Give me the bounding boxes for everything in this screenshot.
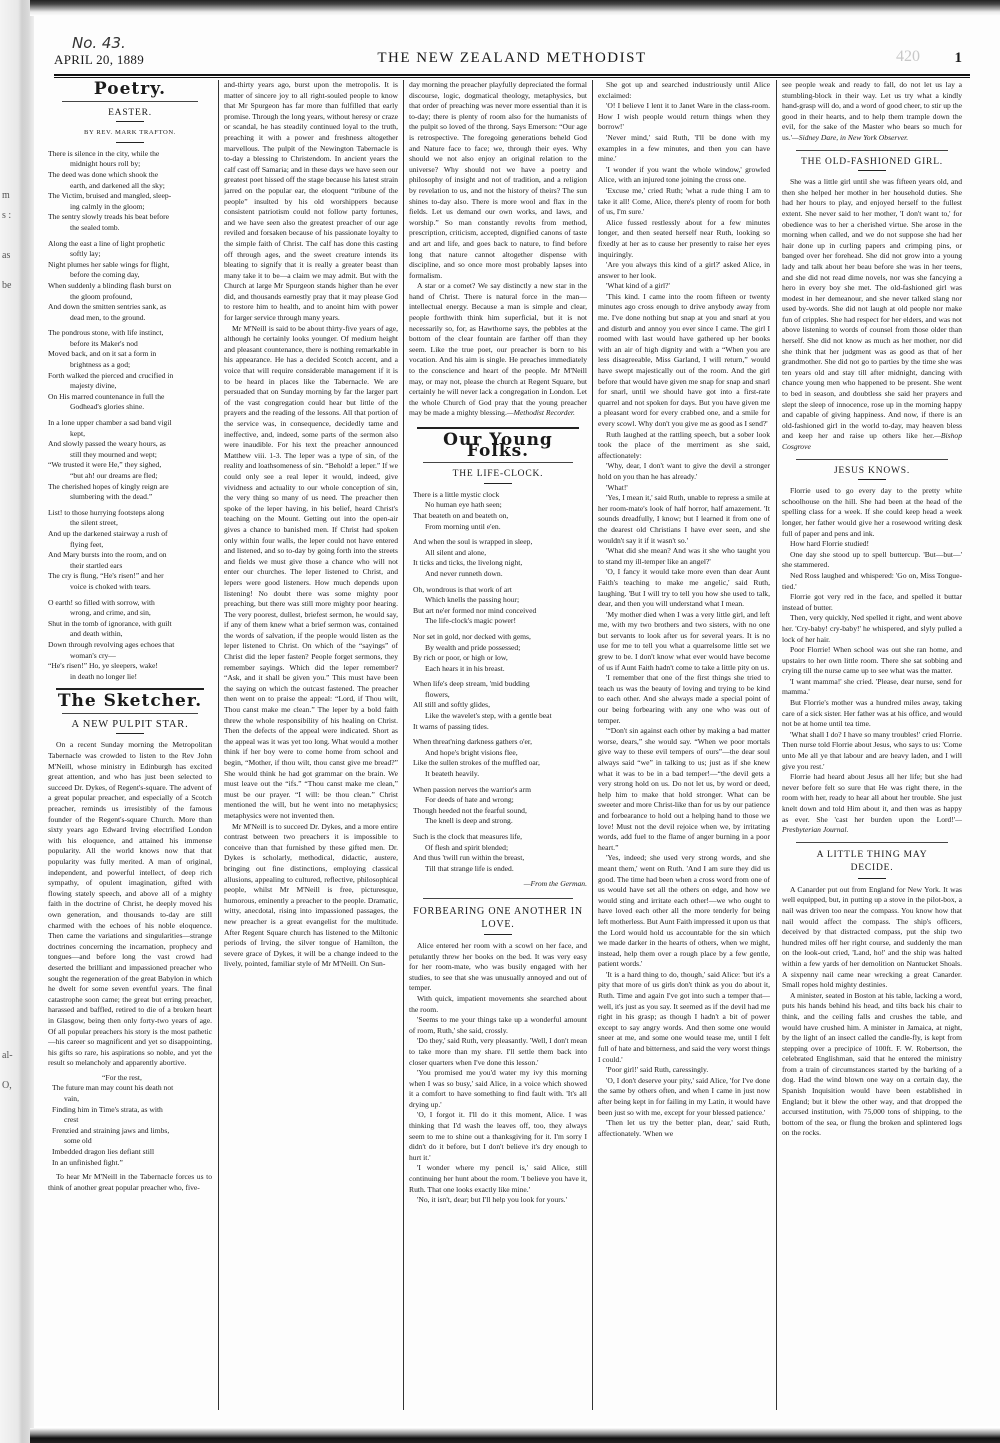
binding-ghost-text: m <box>2 190 10 201</box>
paragraph-text: Poor Florrie! When school was out she ran home, and upstairs to her own little room. There she sat sobbing and crying till the nurse came up to see what was the matter. <box>782 645 962 676</box>
article-paragraph <box>782 539 962 550</box>
poem-line: Oh, wondrous is that work of art <box>413 584 512 594</box>
binding-ghost-text: al- <box>2 1050 13 1061</box>
poem-line: still they mourned and wept; <box>70 449 157 459</box>
article-paragraph <box>782 677 962 698</box>
story-paragraph: 'It is a hard thing to do, though,' said Alice: 'but it's a pity that more of us girls don't think as you do about it, Ruth. Time and again I've got into such a temper that—well, it's just as you say. It seemed as if the devil had me right in his grasp; as though I hadn't a bit of power except to say angry words. And then some one would sneer at me, and some one would tease me, until I felt full of hate and bitterness, and said the very worst things I could.' <box>598 969 770 1064</box>
divider <box>417 427 579 429</box>
article-title: JESUS KNOWS. <box>833 465 911 476</box>
column-divider <box>218 80 219 1410</box>
article-paragraph: day morning the preacher playfully depreciated the formal discourse, logic, dogmatical theology, metaphysics, but that order of preaching was never more essential than it is to-day; there is plenty of room also for the humanists of the pulpit so loved of the throng. Says Emerson: “Our age is retrospective. The foregoing generations beheld God and Nature face to face; we, through their eyes. Why should we not also enjoy an original relation to the universe? Why should not we have a poetry and philosophy of insight and not of tradition, and a religion by revelation to us, and not the history of theirs? The sun shines to-day also. There is more wool and flax in the fields. Let us demand our own works, and laws, and worship.” So man constantly revolts from method, prescription, criticism, accepted, dignified canons of taste and art and life, and goes back to nature, to find before long that nature cannot altogether dispense with discipline, and so once more most probably lapses into formalism. <box>409 80 587 280</box>
poem-line: Night plumes her sable wings for flight, <box>48 259 170 269</box>
poem-stanza <box>48 328 212 413</box>
poem-stanza <box>413 585 587 627</box>
poem-line: voice is choked with tears. <box>70 581 151 591</box>
poem-line: O earth! so filled with sorrow, with <box>48 597 155 607</box>
story-paragraph: Alice entered her room with a scowl on her face, and petulantly threw her books on the bed. It was very easy for her room-mate, who was busily engaged with her studies, to see that she was unusually annoyed and out of temper. <box>409 940 587 993</box>
poem-line: When suddenly a blinding flash burst on <box>48 280 172 290</box>
article-title: A NEW PULPIT STAR. <box>71 718 189 730</box>
article-credit: —Sidney Dare, in New York Observer. <box>792 132 909 142</box>
paragraph-text: One day she stood up to spell buttercup. 'But—but—' she stammered. <box>782 549 962 570</box>
story-paragraph: With quick, impatient movements she searched about the room. <box>409 993 587 1014</box>
poem-stanza <box>413 537 587 579</box>
poem-line: And Mary bursts into the room, and on <box>48 550 167 560</box>
column-2 <box>224 80 398 1410</box>
article-credit: —Presbyterian Journal. <box>782 814 962 835</box>
poem-stanza <box>48 149 212 234</box>
quote-line: crest <box>64 1115 79 1125</box>
poem-stanza <box>413 490 587 532</box>
poem-stanza <box>413 785 587 827</box>
divider <box>423 462 573 463</box>
article-paragraph: To hear Mr M'Neill in the Tabernacle forces us to think of another great popular preacher who, five- <box>48 1172 212 1192</box>
story-body <box>409 941 587 1206</box>
poem-line: Though heeded not the fearful sound, <box>413 805 527 815</box>
story-paragraph: 'Do they,' said Ruth, very pleasantly. 'Well, I don't mean to take more than my share. I'll settle them back into closer quarters when I've done this lesson.' <box>409 1036 587 1067</box>
poem-line: And slowly passed the weary hours, as <box>48 439 166 449</box>
article-paragraph <box>782 730 962 772</box>
article-paragraph: A minister, seated in Boston at his table, lacking a word, puts his hands behind his head, and tilts back his chair to think, and the ceiling falls and crushes the table, and would have crushed him. A minister in Jamaica, at night, by the light of an insect called the candle-fly, is kept from stepping over a precipice of 100ft. F. W. Robertson, the celebrated Englishman, said that he entered the ministry from a train of circumstances started by the barking of a dog. Had the wind blown one way on a certain day, the Spanish Inquisition would have been established in England; but it blew the other way, and that dropped the accursed institution, with 75,000 tons of shipping, to the bottom of the sea, or flung the broken and splintered logs on the rocks. <box>782 990 962 1138</box>
poem-stanza <box>48 418 212 503</box>
poem-stanza <box>413 679 587 732</box>
poem-line: Moved back, and on it sat a form in <box>48 349 157 359</box>
poem-line: Such is the clock that measures life, <box>413 832 523 841</box>
masthead-rule <box>54 74 970 78</box>
column-5 <box>782 80 962 1410</box>
article-body <box>782 486 962 836</box>
column-divider <box>403 80 404 1410</box>
newspaper-title: THE NEW ZEALAND METHODIST <box>377 50 647 66</box>
divider <box>423 898 573 899</box>
poem-line: Along the east a line of light prophetic <box>48 238 166 248</box>
poem-line: By rich or poor, or high or low, <box>413 653 508 663</box>
poem-line: The knell is deep and strong. <box>425 816 513 826</box>
quote-line: In an unfinished fight.” <box>52 1157 123 1167</box>
divider <box>62 713 198 714</box>
story-paragraph: 'Yes, indeed; she used very strong words, and she meant them,' went on Ruth. 'And I am sure they did us good. The time had been when a cross word from one of us would have set all the others on edge, and how we would sting and irritate each other!—we who ought to have loved each other all the more tenderly for being left motherless. But Aunt Faith impressed it upon us that the Lord would hold us accountable for the sin which we made darker in the hearts of others, when we might, instead, help them over a rough place by a few gentle, patient words.' <box>598 853 770 969</box>
poem-credit: —From the German. <box>523 879 587 889</box>
poem-line: Which knells the passing hour; <box>425 595 520 605</box>
poem-line: The cry is flung, “He's risen!” and her <box>48 571 164 581</box>
paragraph-text: How hard Florrie studied! <box>790 539 870 549</box>
poem-line: When passion nerves the warrior's arm <box>413 784 531 794</box>
poem-line: And when the soul is wrapped in sleep, <box>413 537 533 547</box>
story-title: FORBEARING ONE ANOTHER IN LOVE. <box>413 905 583 930</box>
section-heading-sketcher: The Sketcher. <box>57 691 203 712</box>
poem-line: “but ah! our dreams are fled; <box>70 471 158 480</box>
divider <box>116 121 144 122</box>
binding-ghost-text: O, <box>2 1080 12 1091</box>
column-1 <box>48 80 212 1410</box>
column-3 <box>409 80 587 1410</box>
poem-line: in death no longer lie! <box>70 671 138 681</box>
story-paragraph: 'Poor girl!' said Ruth, caressingly. <box>606 1065 709 1075</box>
story-paragraph: 'O, I fancy it would take more even than dear Aunt Faith's teaching to make me angelic,' said Ruth, laughing. 'But I will try to tell you how she used to talk, dear, and then you will understand what I mean. <box>598 567 770 609</box>
article-paragraph: On a recent Sunday morning the Metropolitan Tabernacle was crowded to listen to the Rev John M'Neill, whose ministry in Edinburgh has excited great attention, and who has just been selected to succeed Dr. Dykes, of Regent's-square. The advent of a great popular preacher, and especially of a Scotch preacher, reminds us irresistibly of the famous founder of the Regent's-square Church. More than sixty years ago Edward Irving electrified London with his eloquence, and attained his immense popularity. All the world knows now that that popularity was fully merited. A man of original, independent, and powerful intellect, of deep rich sympathy, of opulent imagination, gifted with flowing stately speech, and above all of a mighty faith in the doctrine of Christ, he deeply moved his own generation, and thousands to-day are still charmed with the echoes of his noble eloquence. Then came the variations and singularities—strange doctrines concerning the incarnation, prophecy and tongues—and before long the vast crowd had deserted the brilliant and impassioned preacher who sought the regeneration of the great Babylon in which he dwelt for some seven eventful years. The final catastrophe soon came; the great but erring preacher, harassed and baffled, retired to die of a broken heart in Glasgow, being then only forty-two years of age. Of all popular preachers his story is the most pathetic—his career so magnificent and yet so disappointing, his gifts so rare, his aspirations so noble, and yet the result so melancholy and apparently abortive. <box>48 740 212 1068</box>
poem-stanza <box>413 832 587 874</box>
divider <box>116 733 144 734</box>
poem-stanza <box>48 239 212 324</box>
divider <box>484 483 512 484</box>
binding-ghost-text: as <box>2 250 11 261</box>
poem-line: List! to those hurrying footsteps along <box>48 507 165 517</box>
poem-line: kept, <box>70 428 85 438</box>
poem-line: The cherished hopes of kingly reign are <box>48 481 169 491</box>
poem-line: Like the wavelet's step, with a gentle beat <box>425 711 552 721</box>
paragraph-text: Then, very quickly, Ned spelled it right, and went above her. 'Cry-baby! cry-baby!' he whispered, and slyly pulled a lock of her hair. <box>782 613 962 644</box>
scan-bottom-edge <box>30 1428 1000 1443</box>
story-paragraph: 'O, I forgot it. I'll do it this moment, Alice. I was thinking that I'd wash the leaves off, too, they always seem to me to shine out a thanksgiving for it. I'm sorry I didn't do it before, but I don't believe it's dry enough to hurt it.' <box>409 1110 587 1162</box>
life-clock-poem <box>409 490 587 875</box>
article-paragraph <box>409 281 587 419</box>
poem-line: And up the darkened stairway a rush of <box>48 528 168 538</box>
poem-line: Godhead's glories shine. <box>70 402 145 412</box>
paragraph-text: She was a little girl until she was fifteen years old, and then she helped her mother in her household duties. She had her hours to play, and enjoyed herself to the fullest extent. She never said to her mother, 'I don't want to,' for obedience was to her a cherished virtue. She arose in the morning when called, and we do not suppose she had her hair done up in curling papers and crimping pins, or banged over her forehead. She did not grow into a young lady and talk about her beau before she was in her teens, and she did not read dime novels, nor was she fancying a hero in every boy she met. The old-fashioned girl was modest in her demeanour, and she never talked slang nor used by-words. She did not laugh at old people nor make fun of cripples. She had respect for her elders, and was not above listening to words of counsel from those older than herself. She did not know as much as her mother, nor did she think that her judgment was as good as that of her grandmother. She did not go to parties by the time she was ten years old and stay till after midnight, dancing with chance young men who happened to be present. She went to bed in season, and doubtless she said her prayers and slept the sleep of innocence, rose up in the morning happy and capable of giving happiness. And now, if there is an old-fashioned girl in the world to-day, may heaven bless and keep her and raise up others like her. <box>782 177 962 441</box>
poem-line: In a lone upper chamber a sad band vigil <box>48 418 172 428</box>
page-number: 1 <box>954 50 962 66</box>
story-paragraph: 'What!' <box>606 482 628 492</box>
article-paragraph <box>782 177 962 452</box>
poem-line: Till that strange life is ended. <box>425 863 514 873</box>
poem-line: Like the sullen strokes of the muffled oar, <box>413 758 540 768</box>
divider <box>484 934 512 935</box>
column-4 <box>598 80 770 1410</box>
column-divider <box>776 80 777 1410</box>
story-paragraph: She got up and searched industriously until Alice exclaimed: <box>598 80 770 100</box>
article-title: A LITTLE THING MAY DECIDE. <box>816 849 928 873</box>
binding-ghost-text: s : <box>2 210 12 221</box>
divider <box>116 142 144 143</box>
poem-line: It beateth heavily. <box>425 769 480 779</box>
story-paragraph: 'What kind of a girl?' <box>606 281 670 291</box>
handwritten-issue-note: No. 43. <box>72 34 126 52</box>
story-paragraph: 'I remember that one of the first things she tried to teach us was the beauty of loving and trying to be kind to each other. And she always made a special point of our being forbearing with any one who was out of temper. <box>598 673 770 725</box>
story-paragraph: 'Seems to me your things take up a wonderful amount of room, Ruth,' she said, crossly. <box>409 1015 587 1035</box>
poem-line: the gloom profound, <box>70 291 133 301</box>
poem-line: the silent street, <box>70 518 118 528</box>
article-paragraph: Mr M'Neill is to succeed Dr. Dykes, and a more entire contrast between two preachers it is impossible to conceive than that furnished by these gifted men. Dr. Dykes is scholarly, methodical, didactic, austere, bringing out fine distinctions, employing classical allusions, appealing to cultured, reflective, philosophical people, whilst Mr M'Neill is free, picturesque, humorous, eminently a preacher to the people. Dramatic, witty, anecdotal, rising into impassioned passages, the new preacher is a great evangelist for the multitude. After Regent Square church has listened to the Miltonic periods of Irving, the silver tongue of Hamilton, the severe grace of Dykes, it will be a change indeed to the lively, pointed, familiar style of Mr M'Neill. On Sun- <box>224 821 398 969</box>
poem-line: woman's cry— <box>70 650 116 660</box>
paragraph-text: But Florrie's mother was a hundred miles away, taking care of a sick sister. Her father was at his office, and would not be at home until tea time. <box>782 698 962 729</box>
poem-line: “We trusted it were He,” they sighed, <box>48 460 162 470</box>
poem-line: earth, and darkened all the sky; <box>70 180 165 190</box>
story-paragraph: '“Don't sin against each other by making a bad matter worse, dears,” she would say. “When we poor mortals give way to these evil tempers of ours”—the dear soul always said “we” in talking to us; just as if she knew what it was to be in a bad temper!—“the devil gets a very strong hold on us. Do not let us, by word or deed, help him to make that hold stronger. What can be sweeter and more Christ-like than for us by our patience and forbearance to hold out a helping hand to those we love! Must not the devil rejoice when we, by irritating words, add fuel to the flame of anger burning in a poor heart.” <box>598 726 770 852</box>
poem-line: Nor set in gold, nor decked with gems, <box>413 631 531 641</box>
scan-top-edge <box>30 0 1000 16</box>
article-paragraph: Mr M'Neill is said to be about thirty-five years of age, although he certainly looks younger. Of medium height and pleasant countenance, there is nothing remarkable in his appearance. He has a decided Scotch accent, and a voice that will require considerable management if it is to be heard in places like the Tabernacle. We are persuaded that on Sunday morning by far the larger part of the vast congregation could hear but little of the prayers and the reading of the lessons. All that portion of the service was, in consequence, decidedly tame and ineffective, and, indeed, some parts of the sermon also were inaudible. For his text the preacher announced Matthew viii. 1-3. The leper was a type of sin, of the reality and loathsomeness of sin. “Behold! a leper.” If we could only see a real leper it would, indeed, give vividness and actuality to our whole conception of sin, the very thing so many of us need. The preacher then spoke of the leper having, in his belief, heard Christ's teaching on the Mount. Getting out into the open-air gives a chance to banished men. If Christ had spoken only within four walls, the leper could not have entered and listened, and so to-day by going forth into the streets and fields we must give those a chance who will not enter our churches. The leper listened to Christ, and lepers were good listeners. How much depends upon listening! No doubt there was some mighty poor preaching, but there was still more mighty poor hearing. The very poorest, dullest, briefest sermon, he would say, if any of them knew what a brief sermon was, contained the words of salvation, if the people would listen as the leper listened to Christ. On which of the “sayings” of Christ did the leper fasten? People forget sermons, they remember sayings. Which did the leper remember? “Ask, and it shall be given you.” This must have been the saying on which the outcast fastened. The preacher then went on to praise the appeal: “Lord, if Thou wilt, Thou canst make me clean.” The leper by a bold faith threw the whole responsibility of his healing on Christ. Then the defects of the appeal were indicated. Short as the appeal was it was yet too long. What would a mother think if her boy were to come home from school and begin, “Mother, if thou wilt, thou canst give me bread?” She would think he had got grammar on the brain. We must leave out the “ifs.” “Thou canst make me clean,” must be our prayer. “I will: be thou clean.” Christ mentioned the will, but he went into no metaphysics; metaphysics were not invented then. <box>224 323 398 820</box>
section-heading-young-folks: Our Young Folks. <box>443 430 553 461</box>
poem-line: And hope's bright visions flee, <box>425 747 518 757</box>
poem-line: The sentry slowly treads his beat before <box>48 212 170 222</box>
poem-title: EASTER. <box>108 107 152 118</box>
divider <box>858 479 886 480</box>
quote-line: vain, <box>64 1094 79 1104</box>
quote-line: “For the rest, <box>102 1072 142 1082</box>
poem-line: And thus 'twill run within the breast, <box>413 853 525 863</box>
column-divider <box>592 80 593 1410</box>
quote-line: Finding him in Time's strata, as with <box>52 1104 163 1114</box>
poem-line: flying feet, <box>70 539 104 549</box>
story-paragraph: 'Are you always this kind of a girl?' asked Alice, in answer to her look. <box>598 260 770 280</box>
article-paragraph <box>782 645 962 677</box>
poem-line: For deeds of hate and wrong; <box>425 795 514 805</box>
poem-line: But art ne'er formed nor mind conceived <box>413 605 537 615</box>
poem-line: dead men, to the ground. <box>70 312 146 322</box>
poem-line: When life's deep stream, 'mid budding <box>413 679 530 689</box>
poem-line: the sealed tomb. <box>70 222 120 232</box>
poem-line: That beateth on and beateth on, <box>413 510 509 520</box>
story-paragraph: 'I wonder where my pencil is,' said Alice, still continuing her hunt about the room. 'I believe you have it, Ruth. That one looks exactly like mine.' <box>409 1163 587 1194</box>
quote-line: Frenzied and straining jaws and limbs, <box>52 1125 170 1135</box>
poem-line: And never runneth down. <box>425 568 503 578</box>
poem-line: brightness as a god; <box>70 360 131 370</box>
poem-byline: BY REV. MARK TRAFTON. <box>83 129 177 137</box>
page-binding-edge <box>0 0 34 1443</box>
story-paragraph: 'I wonder if you want the whole window,' growled Alice, with an injured tone joining the cross one. <box>598 164 770 185</box>
poem-line: There is a little mystic clock <box>413 489 500 499</box>
paragraph-text: Florrie got very red in the face, and spelled it buttar instead of butter. <box>782 592 962 612</box>
story-paragraph: 'No, it isn't, dear; but I'll help you look for yours.' <box>417 1195 567 1205</box>
poem-line: By wealth and pride possessed; <box>425 642 521 652</box>
quote-line: some old <box>64 1136 92 1146</box>
poem-line: before the coming day, <box>70 270 140 280</box>
poem-line: The deed was done which shook the <box>48 169 159 179</box>
poem-line: The life-clock's magic power! <box>425 616 516 626</box>
paragraph-text: Florrie used to go every day to the pretty white schoolhouse on the hill. She had been at the head of the spelling class for a week. If she could keep head a week longer, her father would give her a rosewood writing desk full of paper and pens and ink. <box>782 486 962 538</box>
divider <box>858 170 886 171</box>
article-paragraph: A Canarder put out from England for New York. It was well equipped, but, in putting up a stove in the pilot-box, a nail was driven too near the compass. You know how that nail would affect the compass. The ship's officers, deceived by that distracted compass, put the ship two hundred miles off her right course, and suddenly the man on the look-out cried, 'Land, ho!' and the ship was halted within a few yards of her demolition on Nantucket Shoals. A sixpenny nail came near wrecking a great Canarder. Small ropes hold mighty destinies. <box>782 884 962 990</box>
article-paragraph <box>782 613 962 645</box>
story-paragraph: 'O, I don't deserve your pity,' said Alice, 'for I've done the same by others often, and when I came in just now after being kept in for failing in my Latin, it would have been just so with me, except for your blessed patience.' <box>598 1075 770 1117</box>
article-paragraph <box>782 698 962 730</box>
poem-line: midnight hours roll by; <box>70 159 141 169</box>
archive-stamp: 420 <box>896 48 920 65</box>
story-continued <box>598 80 770 1139</box>
divider <box>62 101 198 102</box>
paragraph-text: A star or a comet? We say distinctly a new star in the hand of Christ. There is natural force in the man—intellectual energy. Because a man is simple and clear, people forthwith think him superficial, but it is not necessarily so, for, as Hawthorne says, the pebbles at the bottom of the clear fountain are farther off than they seem. Like the true poet, our preacher is born to his vocation. And his aim is single. He preaches immediately to the conscience and heart of the people. Mr M'Neill may, or may not, please the church at Regent Square, but certainly he will never lack a congregation in London. Let the whole Church of God pray that the young preacher may be made a mighty blessing. <box>409 281 587 418</box>
poem-line: wrong, and crime, and sin, <box>70 608 151 618</box>
poem-line: All silent and alone, <box>425 547 487 557</box>
poem-line: Down through revolving ages echoes that <box>48 639 175 649</box>
article-credit: —Methodist Recorder. <box>506 408 575 418</box>
story-paragraph: 'Yes, I mean it,' said Ruth, unable to repress a smile at her room-mate's look of half horror, half amazement. 'It sounds dreadfully, I know; but I learned it from one of the dearest old Christians I have ever seen, and she wouldn't say it if it wasn't so.' <box>598 493 770 545</box>
poem-line: ing calmly in the gloom; <box>70 201 145 211</box>
section-heading-poetry: Poetry. <box>93 80 167 99</box>
issue-date: APRIL 20, 1889 <box>54 52 145 67</box>
story-paragraph: 'What did she mean? And was it she who taught you to stand my ill-temper like an angel?' <box>598 546 770 566</box>
poem-line: The Victim, bruised and mangled, sleep- <box>48 191 172 201</box>
paragraph-text: Ned Ross laughed and whispered: 'Go on, Miss Tongue-tied.' <box>782 570 962 591</box>
poem-line: softly lay; <box>70 249 101 259</box>
poem-line: There is silence in the city, while the <box>48 148 160 158</box>
divider <box>796 150 948 151</box>
poem-line: From morning until e'en. <box>425 521 501 531</box>
poem-line: On His marred countenance in full the <box>48 391 165 401</box>
story-paragraph: 'This kind. I came into the room fifteen or twenty minutes ago cross enough to drive anybody away from me. I've done nothing but snap at you and snarl at you and disturb and annoy you ever since I came. The girl I roomed with last would have gathered up her books with an air of high dignity and with a “When you are less disagreeable, Miss Garland, I will return,” would have swept majestically out of the room. And the girl before that would have given me snap for snap and snarl for snarl, until we should have got into a first-rate quarrel and not spoken for days. But you have given me a pleasant word for every crabbed one, and a smile for every scowl. Why don't you give me as good as I send?' <box>598 291 770 428</box>
story-paragraph: 'My mother died when I was a very little girl, and left me, with my two brothers and two sisters, with no one but servants to look after us for several years. It is no use for me to tell you what a quarrelsome little set we grew to be. I don't know what ever would have become of us if Aunt Faith hadn't come to take a little pity on us. <box>598 609 770 672</box>
poem-line: majesty divine, <box>70 381 117 391</box>
quote-line: Imbedded dragon lies defiant still <box>52 1147 155 1157</box>
story-paragraph: 'Then let us try the better plan, dear,' said Ruth, affectionately. 'When we <box>598 1118 770 1138</box>
binding-ghost-text: be <box>2 280 12 291</box>
poem-line: And down the smitten sentries sank, as <box>48 302 167 312</box>
poem-line: “He's risen!” Ho, ye sleepers, wake! <box>48 661 158 671</box>
paragraph-text: Florrie had heard about Jesus all her life; but she had never before felt so sure that He was right there, in the room with her, ready to hear all about her trouble. She just knelt down and told Him about it, and then was as happy as ever. She 'cast her burden upon the Lord!' <box>782 772 962 824</box>
story-paragraph: 'Why, dear, I don't want to give the devil a stronger hold on you than he has already.' <box>598 461 770 481</box>
poem-stanza <box>413 632 587 674</box>
divider <box>796 459 948 460</box>
poem-line: Forth walked the pierced and crucified in <box>48 370 174 380</box>
quote-line: The future man may count his death not <box>52 1083 174 1093</box>
story-paragraph: Ruth laughed at the rattling speech, but a sober look took the place of the merriment as she said, affectionately: <box>598 429 770 460</box>
poem-stanza <box>48 508 212 593</box>
paragraph-text: 'What shall I do? I have so many troubles!' cried Florrie. Then nurse told Florrie about Jesus, who says to us: 'Come unto Me all ye that labour and are heavy laden, and I will give you rest.' <box>782 729 962 771</box>
poem-line: before its Maker's nod <box>70 338 138 348</box>
article-title: THE OLD-FASHIONED GIRL. <box>801 156 943 167</box>
divider <box>858 878 886 879</box>
poem-line: No human eye hath seen; <box>425 500 502 510</box>
article-paragraph <box>782 592 962 613</box>
poem-line: Of flesh and spirit blended; <box>425 842 509 852</box>
story-paragraph: 'You promised me you'd water my ivy this morning when I was so busy,' said Alice, in a voice which showed it a comfort to have something to find fault with. 'It's all drying up.' <box>409 1068 587 1109</box>
poem-line: When threat'ning darkness gathers o'er, <box>413 737 533 747</box>
story-paragraph: Alice fussed restlessly about for a few minutes longer, and then seated herself near Ruth, looking so fixedly at her as to cause her presently to raise her eyes inquiringly. <box>598 217 770 259</box>
article-credit: —Bishop Cosgrove <box>782 431 962 451</box>
story-paragraph: 'Excuse me,' cried Ruth; 'what a rude thing I am to take it all! Come, Alice, there's plenty of room for both of us, I'm sure.' <box>598 185 770 217</box>
article-paragraph: and-thirty years ago, burst upon the metropolis. It is matter of sincere joy to all right-souled people to know that Mr Spurgeon has far more than fulfilled that early promise. Through the long years, without heresy or craze or scandal, he has steadily continued loyal to the truth, preaching it with a power and freshness altogether marvellous. The pulpit of the Newington Tabernacle is to-day a blessing to Christendom. In ancient years the calf cast off Samaria; and in these days we have seen our greatest poet hissed off the stage because his latest strain jarred on the popular ear, the eloquent “tribune of the people” insulted by his old worshippers because consistent patriotism could not follow party fortunes, and we have seen also the greatest preacher of our age reviled and forsaken because of his passionate loyalty to the simple faith of Christ. The calf has done this casting off through ages, and the sweet creature intends its bleating to signify that it is really a greater beast than many take it to be—a claim we may admit. But with the Church at large Mr Spurgeon stands higher than he ever did, and thousands earnestly pray that it may please God to restore him to health, and to anoint him with power for larger service through many years. <box>224 80 398 323</box>
divider <box>796 842 948 843</box>
poem-line: Each hears it in his breast. <box>425 663 505 673</box>
poem-stanza <box>48 598 212 683</box>
easter-poem <box>48 149 212 683</box>
article-paragraph <box>782 550 962 571</box>
story-paragraph: 'Never mind,' said Ruth, 'I'll be done with my examples in a few minutes, and then you can have mine.' <box>598 132 770 164</box>
poem-line: their startled ears <box>70 560 123 570</box>
poem-line: It warns of passing tides. <box>413 721 489 731</box>
divider <box>56 688 204 690</box>
article-paragraph <box>782 80 962 144</box>
poem-line: slumbering with the dead.” <box>70 492 153 502</box>
article-paragraph <box>782 486 962 539</box>
poem-line: It ticks and ticks, the livelong night, <box>413 558 523 568</box>
article-paragraph <box>782 571 962 592</box>
poem-stanza <box>413 737 587 779</box>
poem-line: Shut in the tomb of ignorance, with guilt <box>48 618 172 628</box>
article-body <box>782 885 962 1139</box>
article-paragraph <box>782 772 962 836</box>
poem-line: The pondrous stone, with life instinct, <box>48 328 164 338</box>
quoted-verse <box>52 1073 212 1168</box>
poem-line: All still and softly glides, <box>413 700 490 710</box>
poem-title: THE LIFE-CLOCK. <box>452 469 544 480</box>
story-paragraph: 'O! I believe I lent it to Janet Ware in the class-room. How I wish people would return things when they borrow!' <box>598 101 770 132</box>
masthead <box>54 50 970 72</box>
poem-line: flowers, <box>425 689 450 699</box>
paragraph-text: 'I want mamma!' she cried. 'Please, dear nurse, send for mamma.' <box>782 676 962 697</box>
poem-line: and death within, <box>70 629 123 639</box>
paragraph-text: see people weak and ready to fall, do not let us lay a stumbling-block in their way. Let us try what a kindly hand-grasp will do, and a word of good cheer, to stir up the good in their hearts, and to help them trample down the evil, for the sake of the Master who bears so much for us.' <box>782 80 962 142</box>
